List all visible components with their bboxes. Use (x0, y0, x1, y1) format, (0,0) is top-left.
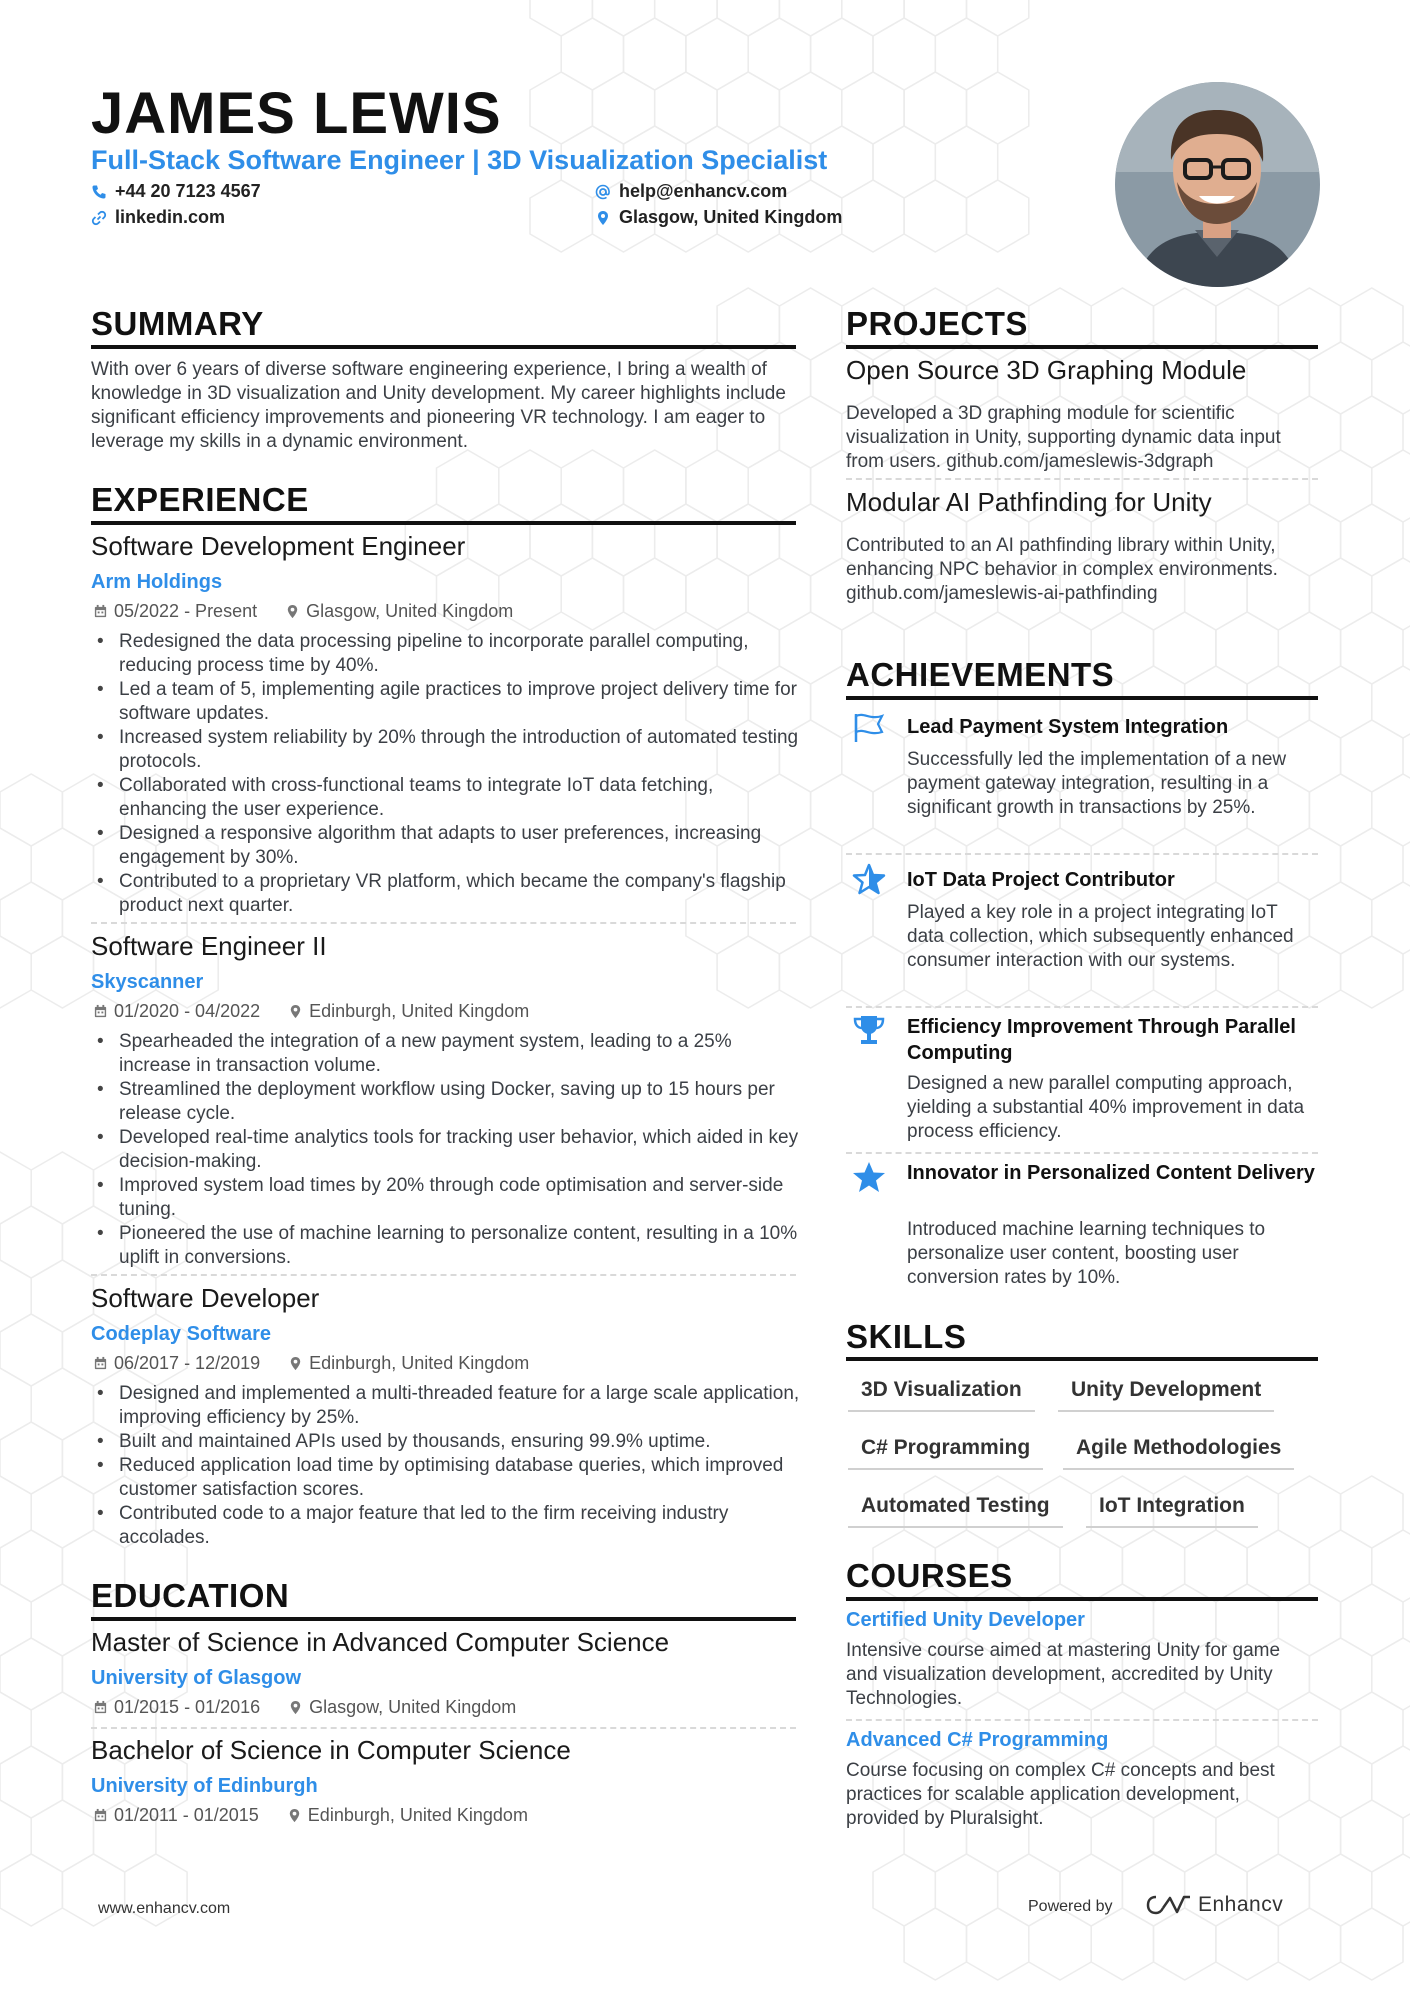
job-role: Software Engineer II (91, 931, 327, 961)
divider (91, 922, 796, 924)
job-bullets (91, 1030, 803, 1270)
education-meta (93, 1697, 516, 1718)
course-title: Advanced C# Programming (846, 1729, 1109, 1751)
summary-rule (91, 345, 796, 349)
bullet-item: • Contributed to a proprietary VR platform, which became the company's flagship product next quarter. (91, 870, 803, 918)
summary-heading: SUMMARY (91, 305, 264, 342)
skill-tag: 3D Visualization (848, 1378, 1035, 1412)
linkedin-text: linkedin.com (115, 207, 226, 227)
bullet-item: • Designed a responsive algorithm that adapts to user preferences, increasing engagement by 30%. (91, 822, 803, 870)
job-location: Glasgow, United Kingdom (306, 601, 514, 621)
location-pin-icon (595, 210, 611, 226)
divider (91, 1727, 796, 1729)
bullet-item: • Spearheaded the integration of a new payment system, leading to a 25% increase in transaction volume. (91, 1030, 803, 1078)
enhancv-logo-icon (1146, 1893, 1192, 1917)
location-pin-icon (288, 1356, 303, 1371)
bullet-item: • Pioneered the use of machine learning to personalize content, resulting in a 10% uplift in conversions. (91, 1222, 803, 1270)
job-meta (93, 1353, 529, 1374)
at-icon (595, 184, 611, 200)
phone-text: +44 20 7123 4567 (115, 181, 261, 201)
calendar-icon (93, 1356, 108, 1371)
phone-icon (91, 184, 107, 200)
degree-title: Master of Science in Advanced Computer Science (91, 1627, 670, 1657)
achievement-title: Innovator in Personalized Content Delivery (907, 1162, 1315, 1184)
education-dates: 01/2011 - 01/2015 (114, 1805, 259, 1825)
bullet-item: • Redesigned the data processing pipeline to incorporate parallel computing, reducing process time by 40%. (91, 630, 803, 678)
job-dates: 06/2017 - 12/2019 (114, 1353, 261, 1373)
location-pin-icon (287, 1808, 302, 1823)
experience-heading: EXPERIENCE (91, 481, 309, 518)
bullet-item: • Streamlined the deployment workflow using Docker, saving up to 15 hours per release cycle. (91, 1078, 803, 1126)
skill-tag: IoT Integration (1086, 1494, 1258, 1528)
skill-tag: Automated Testing (848, 1494, 1063, 1528)
job-meta (93, 601, 513, 622)
location-text: Glasgow, United Kingdom (619, 207, 843, 227)
job-location: Edinburgh, United Kingdom (309, 1353, 530, 1373)
divider (846, 1719, 1318, 1721)
bullet-item: • Contributed code to a major feature that led to the firm receiving industry accolades. (91, 1502, 803, 1550)
bullet-item: • Developed real-time analytics tools for tracking user behavior, which aided in key decision-making. (91, 1126, 803, 1174)
contact-email[interactable] (595, 181, 787, 202)
achievement-text: Introduced machine learning techniques to personalize user content, boosting user conversion rates by 10%. (907, 1219, 1266, 1288)
experience-rule (91, 521, 796, 525)
project-title: Modular AI Pathfinding for Unity (846, 487, 1212, 517)
summary-text: With over 6 years of diverse software engineering experience, I bring a wealth of knowledge in 3D visualization and Unity development. My career highlights include significant efficiency improvements and pioneering VR technology. I am eager to leverage my skills in a dynamic environment. (91, 359, 786, 452)
achievement-text: Successfully led the implementation of a new payment gateway integration, resulting in a significant growth in transactions by 25%. (907, 749, 1287, 818)
job-bullets (91, 1382, 803, 1550)
achievements-heading: ACHIEVEMENTS (846, 656, 1115, 693)
job-dates: 01/2020 - 04/2022 (114, 1001, 261, 1021)
skills-rule (846, 1357, 1318, 1361)
job-company: Arm Holdings (91, 571, 223, 593)
job-bullets (91, 630, 803, 918)
skills-heading: SKILLS (846, 1318, 967, 1355)
achievement-text: Designed a new parallel computing approach, yielding a substantial 40% improvement in data process efficiency. (907, 1073, 1305, 1142)
achievement-title: Lead Payment System Integration (907, 716, 1229, 738)
profile-photo (1115, 82, 1320, 287)
project-title: Open Source 3D Graphing Module (846, 355, 1247, 385)
education-heading: EDUCATION (91, 1577, 290, 1614)
courses-rule (846, 1597, 1318, 1601)
bullet-item: • Led a team of 5, implementing agile practices to improve project delivery time for software updates. (91, 678, 803, 726)
email-text: help@enhancv.com (619, 181, 788, 201)
job-company: Skyscanner (91, 971, 204, 993)
candidate-name: JAMES LEWIS (91, 81, 502, 146)
divider (846, 478, 1318, 480)
contact-linkedin[interactable] (91, 207, 225, 228)
bullet-item: • Reduced application load time by optimising database queries, which improved customer satisfaction scores. (91, 1454, 803, 1502)
achievements-rule (846, 696, 1318, 700)
calendar-icon (93, 604, 108, 619)
flag-icon (852, 710, 886, 744)
job-location: Edinburgh, United Kingdom (309, 1001, 530, 1021)
location-pin-icon (285, 604, 300, 619)
star-outline-icon (852, 862, 886, 896)
courses-heading: COURSES (846, 1557, 1013, 1594)
job-role: Software Developer (91, 1283, 320, 1313)
candidate-title: Full-Stack Software Engineer | 3D Visualization Specialist (91, 145, 828, 175)
skill-tag: C# Programming (848, 1436, 1043, 1470)
job-role: Software Development Engineer (91, 531, 466, 561)
divider (846, 853, 1318, 855)
projects-rule (846, 345, 1318, 349)
divider (91, 1274, 796, 1276)
calendar-icon (93, 1004, 108, 1019)
job-company: Codeplay Software (91, 1323, 272, 1345)
education-meta (93, 1805, 528, 1826)
calendar-icon (93, 1808, 108, 1823)
location-pin-icon (288, 1700, 303, 1715)
skill-tag: Agile Methodologies (1063, 1436, 1294, 1470)
education-dates: 01/2015 - 01/2016 (114, 1697, 261, 1717)
footer-powered-by: Powered by (1028, 1898, 1113, 1915)
school-name: University of Edinburgh (91, 1775, 318, 1797)
divider (846, 1152, 1318, 1154)
education-location: Glasgow, United Kingdom (309, 1697, 517, 1717)
bullet-item: • Built and maintained APIs used by thousands, ensuring 99.9% uptime. (91, 1430, 803, 1454)
enhancv-logo[interactable] (1146, 1893, 1283, 1917)
job-meta (93, 1001, 529, 1022)
achievement-title: Efficiency Improvement Through Parallel Computing (907, 1016, 1296, 1064)
link-icon (91, 210, 107, 226)
bullet-item: • Improved system load times by 20% through code optimisation and server-side tuning. (91, 1174, 803, 1222)
skill-tag: Unity Development (1058, 1378, 1274, 1412)
project-text: Developed a 3D graphing module for scientific visualization in Unity, supporting dynamic data input from users. github.com/jameslewis-3dgraph (846, 403, 1281, 472)
divider (846, 1006, 1318, 1008)
contact-location (595, 207, 842, 228)
degree-title: Bachelor of Science in Computer Science (91, 1735, 571, 1765)
education-rule (91, 1617, 796, 1621)
course-text: Course focusing on complex C# concepts and best practices for scalable application development, provided by Pluralsight. (846, 1760, 1275, 1829)
trophy-icon (852, 1013, 886, 1047)
bullet-item: • Designed and implemented a multi-threaded feature for a large scale application, improving efficiency by 25%. (91, 1382, 803, 1430)
education-location: Edinburgh, United Kingdom (307, 1805, 528, 1825)
projects-heading: PROJECTS (846, 305, 1028, 342)
bullet-item: • Collaborated with cross-functional teams to integrate IoT data fetching, enhancing the user experience. (91, 774, 803, 822)
school-name: University of Glasgow (91, 1667, 302, 1689)
calendar-icon (93, 1700, 108, 1715)
bullet-item: • Increased system reliability by 20% through the introduction of automated testing protocols. (91, 726, 803, 774)
footer-website[interactable]: www.enhancv.com (98, 1900, 231, 1917)
enhancv-logo-text: Enhancv (1198, 1893, 1284, 1916)
course-text: Intensive course aimed at mastering Unity for game and visualization development, accredited by Unity Technologies. (846, 1640, 1281, 1709)
course-title: Certified Unity Developer (846, 1609, 1085, 1631)
job-dates: 05/2022 - Present (114, 601, 258, 621)
star-icon (852, 1160, 886, 1194)
contact-phone[interactable] (91, 181, 261, 202)
achievement-text: Played a key role in a project integrating IoT data collection, which subsequently enhanced consumer interaction with our systems. (907, 902, 1294, 971)
achievement-title: IoT Data Project Contributor (907, 869, 1175, 891)
location-pin-icon (288, 1004, 303, 1019)
project-text: Contributed to an AI pathfinding library within Unity, enhancing NPC behavior in complex environments. github.com/jameslewis-ai-pathfinding (846, 535, 1278, 604)
